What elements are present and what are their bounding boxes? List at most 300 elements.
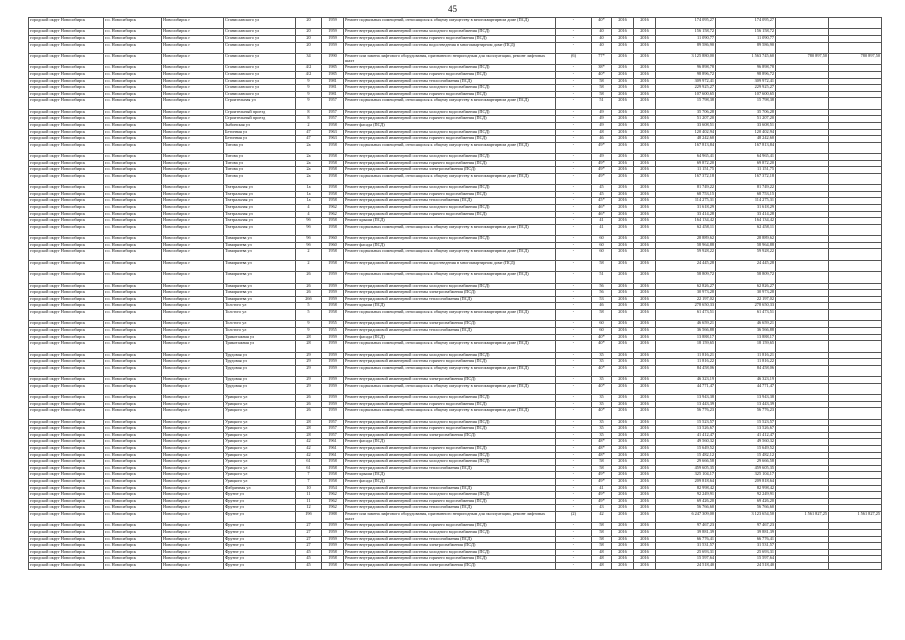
table-row [29, 426, 882, 433]
total-cost-cell: 13 443,39 [656, 401, 716, 408]
start-year-cell: 2016 [612, 236, 634, 243]
units-cell: - [556, 492, 592, 499]
end-year-cell: 2016 [634, 218, 656, 225]
district-cell: г.о. Новосибирск [104, 129, 162, 136]
year-cell: 1958 [322, 167, 344, 174]
start-year-cell: 2016 [612, 260, 634, 271]
house-cell: 2а [296, 167, 322, 174]
work-type-cell: Ремонт фасада (ПСД) [344, 242, 556, 249]
end-year-cell: 2016 [634, 272, 656, 283]
end-year-cell: 2016 [634, 29, 656, 36]
regional-budget-cell [776, 377, 829, 384]
start-year-cell: 2016 [612, 536, 634, 543]
municipality-cell: городской округ Новосибирск [29, 408, 104, 419]
street-cell: Урицкого ул [224, 432, 296, 439]
end-year-cell: 2016 [634, 359, 656, 366]
end-year-cell: 2016 [634, 562, 656, 569]
work-type-cell: Ремонт внутридомовой инженерной системы теплоснабжения (ПСД) [344, 536, 556, 543]
street-cell: Станиславского ул [224, 53, 296, 64]
district-cell: г.о. Новосибирск [104, 505, 162, 512]
locality-cell: Новосибирск г [162, 408, 224, 419]
wear-cell: 60 [592, 236, 612, 243]
total-cost-cell: 49 560,32 [656, 439, 716, 446]
fund-cost-cell: 68 753,15 [716, 191, 776, 198]
table-row [29, 122, 882, 129]
wear-cell: 49* [592, 167, 612, 174]
units-cell: - [556, 426, 592, 433]
year-cell: 1958 [322, 556, 344, 563]
work-type-cell: Ремонт внутридомовой инженерной системы холодного водоснабжения (ПСД) [344, 549, 556, 556]
units-cell: - [556, 154, 592, 161]
units-cell: - [556, 478, 592, 485]
work-type-cell: Ремонт внутридомовой инженерной системы теплоснабжения (ПСД) [344, 198, 556, 205]
table-row [29, 283, 882, 290]
start-year-cell: 2016 [612, 142, 634, 153]
units-cell: - [556, 303, 592, 310]
units-cell: (6) [556, 53, 592, 64]
regional-budget-cell [776, 109, 829, 116]
regional-budget-cell [776, 42, 829, 53]
street-cell: Фрунзе ул [224, 543, 296, 550]
wear-cell: 60 [592, 249, 612, 260]
fund-cost-cell: 58 809,72 [716, 272, 776, 283]
start-year-cell: 2016 [612, 71, 634, 78]
work-type-cell: Ремонт внутридомовой инженерной системы теплоснабжения (ПСД) [344, 465, 556, 472]
local-budget-cell [829, 401, 882, 408]
total-cost-cell: 114 275,31 [656, 198, 716, 205]
fund-cost-cell: 97 467,23 [716, 523, 776, 530]
locality-cell: Новосибирск г [162, 472, 224, 479]
fund-cost-cell: 11 816,21 [716, 352, 776, 359]
end-year-cell: 2016 [634, 205, 656, 212]
house-cell: 1а [296, 185, 322, 192]
locality-cell: Новосибирск г [162, 365, 224, 376]
fund-cost-cell: 174 095,27 [716, 18, 776, 29]
start-year-cell: 2016 [612, 122, 634, 129]
house-cell: 45 [296, 562, 322, 569]
end-year-cell: 2016 [634, 296, 656, 303]
regional-budget-cell [776, 154, 829, 161]
total-cost-cell: 92 249,91 [656, 492, 716, 499]
fund-cost-cell: 59 928,22 [716, 249, 776, 260]
start-year-cell: 2016 [612, 341, 634, 352]
units-cell: - [556, 85, 592, 92]
start-year-cell: 2016 [612, 383, 634, 394]
total-cost-cell: 66 776,41 [656, 536, 716, 543]
municipality-cell: городской округ Новосибирск [29, 35, 104, 42]
municipality-cell: городской округ Новосибирск [29, 122, 104, 129]
total-cost-cell: 209 818,64 [656, 478, 716, 485]
fund-cost-cell: 33 414,28 [716, 211, 776, 218]
table-row [29, 191, 882, 198]
end-year-cell: 2016 [634, 511, 656, 522]
local-budget-cell [829, 116, 882, 123]
regional-budget-cell [776, 465, 829, 472]
regional-budget-cell [776, 485, 829, 492]
wear-cell: 58 [592, 523, 612, 530]
municipality-cell: городской округ Новосибирск [29, 71, 104, 78]
end-year-cell: 2016 [634, 439, 656, 446]
fund-cost-cell: 61 473,51 [716, 309, 776, 320]
year-cell: 1959 [322, 377, 344, 384]
work-type-cell: Ремонт внутридомовой инженерной системы горячего водоснабжения (ПСД) [344, 160, 556, 167]
wear-cell: 40* [592, 71, 612, 78]
municipality-cell: городской округ Новосибирск [29, 377, 104, 384]
municipality-cell: городской округ Новосибирск [29, 359, 104, 366]
street-cell: Театральная ул [224, 198, 296, 205]
end-year-cell: 2016 [634, 136, 656, 143]
wear-cell: 40* [592, 383, 612, 394]
street-cell: Урицкого ул [224, 472, 296, 479]
municipality-cell: городской округ Новосибирск [29, 236, 104, 243]
end-year-cell: 2016 [634, 341, 656, 352]
locality-cell: Новосибирск г [162, 309, 224, 320]
total-cost-cell: 33 608,51 [656, 122, 716, 129]
year-cell: 1958 [322, 198, 344, 205]
district-cell: г.о. Новосибирск [104, 529, 162, 536]
fund-cost-cell: 46 323,19 [716, 377, 776, 384]
work-type-cell: Ремонт внутридомовой инженерной системы горячего водоснабжения (ПСД) [344, 556, 556, 563]
locality-cell: Новосибирск г [162, 359, 224, 366]
start-year-cell: 2016 [612, 543, 634, 550]
fund-cost-cell: 18 159,65 [716, 341, 776, 352]
work-type-cell: Ремонт подвальных помещений, относящихся к общему имуществу в многоквартирном доме (ПСД) [344, 408, 556, 419]
house-cell: 29 [296, 383, 322, 394]
table-row [29, 224, 882, 235]
local-budget-cell [829, 383, 882, 394]
house-cell: 26 [296, 401, 322, 408]
street-cell: Тимирязева ул [224, 283, 296, 290]
municipality-cell: городской округ Новосибирск [29, 352, 104, 359]
house-cell: 20 [296, 29, 322, 36]
regional-budget-cell [776, 91, 829, 98]
local-budget-cell [829, 35, 882, 42]
total-cost-cell: 31 531,57 [656, 543, 716, 550]
fund-cost-cell: 69 872,20 [716, 160, 776, 167]
street-cell: Театральная ул [224, 211, 296, 218]
fund-cost-cell: 98 896,72 [716, 71, 776, 78]
year-cell: 1961 [322, 439, 344, 446]
wear-cell: 49 [592, 109, 612, 116]
table-row [29, 529, 882, 536]
district-cell: г.о. Новосибирск [104, 523, 162, 530]
municipality-cell: городской округ Новосибирск [29, 109, 104, 116]
table-row [29, 498, 882, 505]
house-cell: 20 [296, 35, 322, 42]
street-cell: Фрунзе ул [224, 523, 296, 530]
work-type-cell: Ремонт внутридомовой инженерной системы горячего водоснабжения (ПСД) [344, 71, 556, 78]
end-year-cell: 2016 [634, 116, 656, 123]
street-cell: Титова ул [224, 167, 296, 174]
district-cell: г.о. Новосибирск [104, 85, 162, 92]
table-row [29, 129, 882, 136]
street-cell: Станиславского ул [224, 65, 296, 72]
start-year-cell: 2016 [612, 173, 634, 184]
fund-cost-cell: 15 649,52 [716, 446, 776, 453]
regional-budget-cell [776, 290, 829, 297]
work-type-cell: Ремонт внутридомовой инженерной системы холодного водоснабжения (ПСД) [344, 129, 556, 136]
local-budget-cell [829, 18, 882, 29]
total-cost-cell: 18 159,65 [656, 341, 716, 352]
work-type-cell: Ремонт внутридомовой инженерной системы холодного водоснабжения (ПСД) [344, 85, 556, 92]
start-year-cell: 2016 [612, 78, 634, 85]
work-type-cell: Ремонт внутридомовой инженерной системы горячего водоснабжения (ПСД) [344, 191, 556, 198]
street-cell: Трудовая ул [224, 359, 296, 366]
total-cost-cell: 325 104,17 [656, 472, 716, 479]
district-cell: г.о. Новосибирск [104, 122, 162, 129]
start-year-cell: 2016 [612, 511, 634, 522]
end-year-cell: 2016 [634, 426, 656, 433]
local-budget-cell [829, 71, 882, 78]
house-cell: 29 [296, 352, 322, 359]
street-cell: Бетонная ул [224, 136, 296, 143]
table-row [29, 303, 882, 310]
table-row [29, 359, 882, 366]
table-row [29, 290, 882, 297]
locality-cell: Новосибирск г [162, 122, 224, 129]
regional-budget-cell [776, 296, 829, 303]
start-year-cell: 2016 [612, 365, 634, 376]
local-budget-cell: 1 561 827,25 [829, 511, 882, 522]
district-cell: г.о. Новосибирск [104, 492, 162, 499]
street-cell: Театральная ул [224, 218, 296, 225]
wear-cell: 40* [592, 18, 612, 29]
street-cell: Урицкого ул [224, 426, 296, 433]
municipality-cell: городской округ Новосибирск [29, 191, 104, 198]
regional-budget-cell [776, 303, 829, 310]
fund-cost-cell: 39 881,39 [716, 529, 776, 536]
wear-cell: 58 [592, 78, 612, 85]
house-cell: 42 [296, 446, 322, 453]
regional-budget-cell [776, 472, 829, 479]
start-year-cell: 2016 [612, 478, 634, 485]
start-year-cell: 2016 [612, 452, 634, 459]
work-type-cell: Ремонт подвальных помещений, относящихся к общему имуществу в многоквартирном доме (ПСД) [344, 383, 556, 394]
fund-cost-cell: 120 402,94 [716, 129, 776, 136]
year-cell: 1957 [322, 98, 344, 109]
units-cell: - [556, 498, 592, 505]
house-cell: 11 [296, 492, 322, 499]
house-cell: 45 [296, 556, 322, 563]
local-budget-cell [829, 78, 882, 85]
fund-cost-cell: 107 600,65 [716, 91, 776, 98]
fund-cost-cell: 69 426,20 [716, 498, 776, 505]
start-year-cell: 2016 [612, 401, 634, 408]
table-row [29, 260, 882, 271]
street-cell: Станиславского ул [224, 42, 296, 53]
locality-cell: Новосибирск г [162, 492, 224, 499]
units-cell: - [556, 505, 592, 512]
total-cost-cell: 64 965,41 [656, 154, 716, 161]
municipality-cell: городской округ Новосибирск [29, 296, 104, 303]
fund-cost-cell: 13 526,67 [716, 426, 776, 433]
end-year-cell: 2016 [634, 446, 656, 453]
end-year-cell: 2016 [634, 459, 656, 466]
house-cell: 9 [296, 327, 322, 334]
municipality-cell: городской округ Новосибирск [29, 309, 104, 320]
house-cell: 8 [296, 109, 322, 116]
locality-cell: Новосибирск г [162, 116, 224, 123]
work-type-cell: Ремонт подвальных помещений, относящихся к общему имуществу в многоквартирном доме (ПСД) [344, 142, 556, 153]
regional-budget-cell [776, 29, 829, 36]
locality-cell: Новосибирск г [162, 198, 224, 205]
year-cell: 1985 [322, 65, 344, 72]
wear-cell: 41 [592, 224, 612, 235]
wear-cell: 35 [592, 395, 612, 402]
house-cell: 47 [296, 136, 322, 143]
wear-cell: 40 [592, 35, 612, 42]
year-cell: 1988 [322, 511, 344, 522]
district-cell: г.о. Новосибирск [104, 395, 162, 402]
work-type-cell: Ремонт внутридомовой инженерной системы холодного водоснабжения (ПСД) [344, 185, 556, 192]
end-year-cell: 2016 [634, 154, 656, 161]
table-row [29, 549, 882, 556]
locality-cell: Новосибирск г [162, 562, 224, 569]
end-year-cell: 2016 [634, 211, 656, 218]
wear-cell: 43 [592, 505, 612, 512]
regional-budget-cell [776, 401, 829, 408]
fund-cost-cell: 30 973,28 [716, 290, 776, 297]
year-cell: 1957 [322, 109, 344, 116]
year-cell: 1958 [322, 465, 344, 472]
total-cost-cell: 58 964,88 [656, 242, 716, 249]
year-cell: 1959 [322, 42, 344, 53]
regional-budget-cell [776, 116, 829, 123]
locality-cell: Новосибирск г [162, 395, 224, 402]
total-cost-cell: 82 998,42 [656, 485, 716, 492]
municipality-cell: городской округ Новосибирск [29, 472, 104, 479]
units-cell: - [556, 283, 592, 290]
street-cell: Тимирязева ул [224, 242, 296, 249]
wear-cell: 49 [592, 116, 612, 123]
municipality-cell: городской округ Новосибирск [29, 272, 104, 283]
year-cell: 1959 [322, 352, 344, 359]
locality-cell: Новосибирск г [162, 523, 224, 530]
fund-cost-cell: 66 776,41 [716, 536, 776, 543]
locality-cell: Новосибирск г [162, 242, 224, 249]
table-row [29, 408, 882, 419]
house-cell: 8 [296, 116, 322, 123]
total-cost-cell: 120 402,94 [656, 129, 716, 136]
district-cell: г.о. Новосибирск [104, 242, 162, 249]
house-cell: 45 [296, 549, 322, 556]
year-cell: 1957 [322, 432, 344, 439]
street-cell: Титова ул [224, 173, 296, 184]
locality-cell: Новосибирск г [162, 426, 224, 433]
wear-cell: 77* [592, 53, 612, 64]
house-cell: 61 [296, 459, 322, 466]
regional-budget-cell [776, 236, 829, 243]
wear-cell: 58 [592, 543, 612, 550]
total-cost-cell: 13 526,67 [656, 426, 716, 433]
house-cell: 2а [296, 173, 322, 184]
district-cell: г.о. Новосибирск [104, 321, 162, 328]
district-cell: г.о. Новосибирск [104, 334, 162, 341]
units-cell: - [556, 78, 592, 85]
house-cell: 34 [296, 53, 322, 64]
year-cell: 1957 [322, 426, 344, 433]
table-row [29, 341, 882, 352]
municipality-cell: городской округ Новосибирск [29, 154, 104, 161]
locality-cell: Новосибирск г [162, 18, 224, 29]
total-cost-cell: 58 809,72 [656, 272, 716, 283]
fund-cost-cell: 92 249,91 [716, 492, 776, 499]
municipality-cell: городской округ Новосибирск [29, 91, 104, 98]
total-cost-cell: 11 816,22 [656, 359, 716, 366]
units-cell: - [556, 272, 592, 283]
start-year-cell: 2016 [612, 154, 634, 161]
street-cell: Трудовая ул [224, 365, 296, 376]
municipality-cell: городской округ Новосибирск [29, 167, 104, 174]
year-cell: 1959 [322, 334, 344, 341]
units-cell: - [556, 129, 592, 136]
regional-budget-cell [776, 191, 829, 198]
end-year-cell: 2016 [634, 452, 656, 459]
work-type-cell: Ремонт крыши (ПСД) [344, 303, 556, 310]
regional-budget-cell [776, 185, 829, 192]
work-type-cell: Ремонт внутридомовой инженерной системы холодного водоснабжения (ПСД) [344, 459, 556, 466]
street-cell: Трикотажная ул [224, 341, 296, 352]
district-cell: г.о. Новосибирск [104, 472, 162, 479]
local-budget-cell [829, 29, 882, 36]
units-cell: - [556, 543, 592, 550]
start-year-cell: 2016 [612, 249, 634, 260]
units-cell: (2) [556, 511, 592, 522]
units-cell: - [556, 109, 592, 116]
district-cell: г.о. Новосибирск [104, 465, 162, 472]
fund-cost-cell: 167 372,18 [716, 173, 776, 184]
end-year-cell: 2016 [634, 303, 656, 310]
house-cell: 29 [296, 359, 322, 366]
wear-cell: 49* [592, 472, 612, 479]
work-type-cell: Ремонт внутридомовой инженерной системы холодного водоснабжения (ПСД) [344, 395, 556, 402]
district-cell: г.о. Новосибирск [104, 173, 162, 184]
wear-cell: 35 [592, 352, 612, 359]
start-year-cell: 2016 [612, 485, 634, 492]
regional-budget-cell [776, 492, 829, 499]
work-type-cell: Ремонт подвальных помещений, относящихся к общему имуществу в многоквартирном доме (ПСД) [344, 309, 556, 320]
table-row [29, 446, 882, 453]
district-cell: г.о. Новосибирск [104, 556, 162, 563]
units-cell: - [556, 549, 592, 556]
units-cell: - [556, 439, 592, 446]
units-cell: - [556, 408, 592, 419]
regional-budget-cell [776, 543, 829, 550]
street-cell: Фрунзе ул [224, 492, 296, 499]
municipality-cell: городской округ Новосибирск [29, 485, 104, 492]
regional-budget-cell [776, 408, 829, 419]
municipality-cell: городской округ Новосибирск [29, 365, 104, 376]
work-type-cell: Ремонт или замена лифтового оборудования, признанного непригодным для эксплуатации, ремонт лифтовых шахт [344, 511, 556, 522]
fund-cost-cell: 81 749,22 [716, 185, 776, 192]
street-cell: Толстого ул [224, 303, 296, 310]
fund-cost-cell: 89 586,90 [716, 42, 776, 53]
district-cell: г.о. Новосибирск [104, 211, 162, 218]
regional-budget-cell [776, 136, 829, 143]
table-row [29, 53, 882, 64]
end-year-cell: 2016 [634, 98, 656, 109]
street-cell: Тимирязева ул [224, 272, 296, 283]
wear-cell: 53 [592, 296, 612, 303]
house-cell: 4 [296, 205, 322, 212]
units-cell: - [556, 185, 592, 192]
regional-budget-cell [776, 309, 829, 320]
street-cell: Трудовая ул [224, 383, 296, 394]
fund-cost-cell: 22 197,02 [716, 296, 776, 303]
end-year-cell: 2016 [634, 242, 656, 249]
work-type-cell: Ремонт внутридомовой инженерной системы электроснабжения (ПСД) [344, 432, 556, 439]
units-cell: - [556, 432, 592, 439]
